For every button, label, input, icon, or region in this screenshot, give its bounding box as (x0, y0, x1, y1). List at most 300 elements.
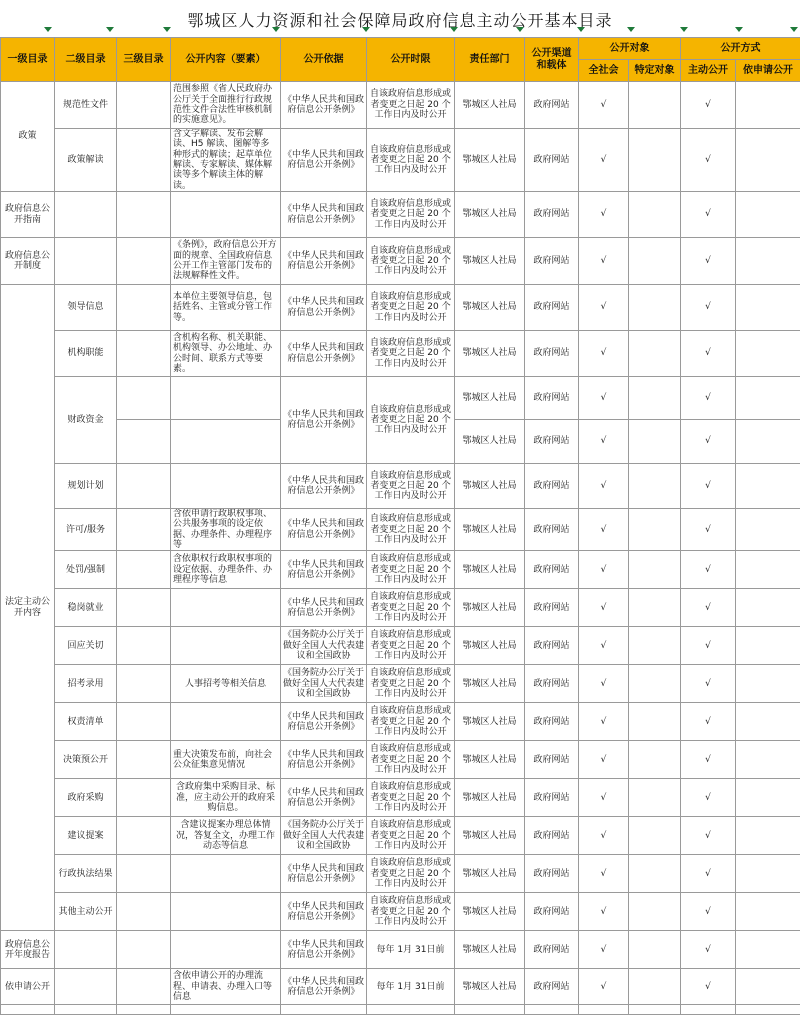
empty-cell[interactable] (629, 817, 681, 855)
check-cell[interactable]: √ (681, 703, 736, 741)
content-cell[interactable]: 人事招考等相关信息 (171, 665, 281, 703)
empty-cell[interactable] (579, 1005, 629, 1015)
empty-cell[interactable] (117, 779, 171, 817)
empty-cell[interactable] (736, 551, 800, 589)
empty-cell[interactable] (736, 779, 800, 817)
channel-cell[interactable]: 政府网站 (525, 238, 579, 285)
check-cell[interactable]: √ (579, 893, 629, 931)
empty-cell[interactable] (736, 931, 800, 969)
basis-cell[interactable]: 《中华人民共和国政府信息公开条例》 (281, 238, 367, 285)
empty-cell[interactable] (281, 1005, 367, 1015)
check-cell[interactable]: √ (579, 741, 629, 779)
table-row[interactable] (1, 1005, 800, 1015)
header-time-limit[interactable]: 公开时限 (367, 38, 455, 82)
time-cell[interactable]: 自该政府信息形成或者变更之日起 20 个工作日内及时公开 (367, 509, 455, 551)
empty-cell[interactable] (117, 331, 171, 377)
empty-cell[interactable] (736, 893, 800, 931)
empty-cell[interactable] (736, 129, 800, 192)
table-row[interactable] (1, 192, 800, 238)
empty-cell[interactable] (736, 509, 800, 551)
dept-cell[interactable]: 鄂城区人社局 (455, 589, 525, 627)
check-cell[interactable]: √ (681, 551, 736, 589)
empty-cell[interactable] (55, 192, 117, 238)
item-cell[interactable]: 稳岗就业 (55, 589, 117, 627)
channel-cell[interactable]: 政府网站 (525, 893, 579, 931)
empty-cell[interactable] (629, 779, 681, 817)
item-cell[interactable]: 机构职能 (55, 331, 117, 377)
group-cell[interactable]: 政府信息公开指南 (1, 192, 55, 238)
group-cell[interactable]: 法定主动公开内容 (1, 285, 55, 931)
empty-cell[interactable] (629, 509, 681, 551)
empty-cell[interactable] (117, 420, 171, 464)
basis-cell[interactable]: 《中华人民共和国政府信息公开条例》 (281, 779, 367, 817)
basis-cell[interactable]: 《中华人民共和国政府信息公开条例》 (281, 855, 367, 893)
check-cell[interactable]: √ (579, 285, 629, 331)
time-cell[interactable]: 自该政府信息形成或者变更之日起 20 个工作日内及时公开 (367, 817, 455, 855)
empty-cell[interactable] (55, 969, 117, 1005)
empty-cell[interactable] (117, 893, 171, 931)
dept-cell[interactable]: 鄂城区人社局 (455, 464, 525, 509)
item-cell[interactable]: 招考录用 (55, 665, 117, 703)
empty-cell[interactable] (736, 377, 800, 420)
empty-cell[interactable] (736, 665, 800, 703)
empty-cell[interactable] (629, 893, 681, 931)
check-cell[interactable]: √ (681, 627, 736, 665)
filter-dropdown-icon[interactable] (516, 27, 524, 32)
group-cell[interactable]: 政府信息公开制度 (1, 238, 55, 285)
empty-cell[interactable] (736, 703, 800, 741)
empty-cell[interactable] (171, 893, 281, 931)
item-cell[interactable]: 许可/服务 (55, 509, 117, 551)
empty-cell[interactable] (455, 1005, 525, 1015)
table-row[interactable] (1, 238, 800, 285)
item-cell[interactable]: 处罚/强制 (55, 551, 117, 589)
check-cell[interactable]: √ (681, 931, 736, 969)
empty-cell[interactable] (117, 741, 171, 779)
dept-cell[interactable]: 鄂城区人社局 (455, 377, 525, 420)
check-cell[interactable]: √ (579, 192, 629, 238)
item-cell[interactable]: 权责清单 (55, 703, 117, 741)
time-cell[interactable]: 自该政府信息形成或者变更之日起 20 个工作日内及时公开 (367, 331, 455, 377)
time-cell[interactable]: 自该政府信息形成或者变更之日起 20 个工作日内及时公开 (367, 238, 455, 285)
item-cell[interactable]: 规划计划 (55, 464, 117, 509)
check-cell[interactable]: √ (681, 285, 736, 331)
empty-cell[interactable] (171, 703, 281, 741)
filter-dropdown-icon[interactable] (680, 27, 688, 32)
group-cell[interactable]: 政策 (1, 82, 55, 192)
dept-cell[interactable]: 鄂城区人社局 (455, 969, 525, 1005)
header-method-active[interactable]: 主动公开 (681, 60, 736, 82)
empty-cell[interactable] (117, 627, 171, 665)
empty-cell[interactable] (629, 238, 681, 285)
basis-cell[interactable]: 《中华人民共和国政府信息公开条例》 (281, 129, 367, 192)
empty-cell[interactable] (629, 82, 681, 129)
channel-cell[interactable]: 政府网站 (525, 703, 579, 741)
filter-dropdown-icon[interactable] (163, 27, 171, 32)
empty-cell[interactable] (629, 420, 681, 464)
check-cell[interactable]: √ (579, 82, 629, 129)
basis-cell[interactable]: 《国务院办公厅关于做好全国人大代表建议和全国政协 (281, 665, 367, 703)
item-cell[interactable]: 领导信息 (55, 285, 117, 331)
filter-dropdown-icon[interactable] (44, 27, 52, 32)
channel-cell[interactable]: 政府网站 (525, 82, 579, 129)
empty-cell[interactable] (171, 464, 281, 509)
dept-cell[interactable]: 鄂城区人社局 (455, 129, 525, 192)
table-row[interactable] (1, 741, 800, 779)
check-cell[interactable]: √ (579, 931, 629, 969)
check-cell[interactable]: √ (681, 464, 736, 509)
check-cell[interactable]: √ (579, 703, 629, 741)
time-cell[interactable]: 自该政府信息形成或者变更之日起 20 个工作日内及时公开 (367, 779, 455, 817)
time-cell[interactable]: 自该政府信息形成或者变更之日起 20 个工作日内及时公开 (367, 377, 455, 464)
check-cell[interactable]: √ (681, 893, 736, 931)
check-cell[interactable]: √ (681, 238, 736, 285)
empty-cell[interactable] (117, 192, 171, 238)
channel-cell[interactable]: 政府网站 (525, 931, 579, 969)
check-cell[interactable]: √ (681, 665, 736, 703)
table-row[interactable] (1, 817, 800, 855)
empty-cell[interactable] (629, 285, 681, 331)
empty-cell[interactable] (117, 464, 171, 509)
table-row[interactable] (1, 377, 800, 420)
empty-cell[interactable] (629, 377, 681, 420)
time-cell[interactable]: 自该政府信息形成或者变更之日起 20 个工作日内及时公开 (367, 741, 455, 779)
time-cell[interactable]: 每年 1月 31日前 (367, 931, 455, 969)
check-cell[interactable]: √ (681, 192, 736, 238)
content-cell[interactable]: 含政府集中采购目录、标准，应主动公开的政府采购信息。 (171, 779, 281, 817)
time-cell[interactable]: 自该政府信息形成或者变更之日起 20 个工作日内及时公开 (367, 285, 455, 331)
empty-cell[interactable] (117, 855, 171, 893)
empty-cell[interactable] (629, 464, 681, 509)
empty-cell[interactable] (736, 331, 800, 377)
empty-cell[interactable] (171, 855, 281, 893)
filter-dropdown-icon[interactable] (450, 27, 458, 32)
filter-dropdown-icon[interactable] (735, 27, 743, 32)
header-level3[interactable]: 三级目录 (117, 38, 171, 82)
basis-cell[interactable]: 《中华人民共和国政府信息公开条例》 (281, 509, 367, 551)
content-cell[interactable]: 含依申请公开的办理流程、申请表、办理入口等信息 (171, 969, 281, 1005)
empty-cell[interactable] (55, 238, 117, 285)
channel-cell[interactable]: 政府网站 (525, 627, 579, 665)
check-cell[interactable]: √ (681, 969, 736, 1005)
check-cell[interactable]: √ (681, 741, 736, 779)
channel-cell[interactable]: 政府网站 (525, 665, 579, 703)
check-cell[interactable]: √ (579, 627, 629, 665)
time-cell[interactable]: 自该政府信息形成或者变更之日起 20 个工作日内及时公开 (367, 551, 455, 589)
time-cell[interactable]: 自该政府信息形成或者变更之日起 20 个工作日内及时公开 (367, 82, 455, 129)
time-cell[interactable]: 自该政府信息形成或者变更之日起 20 个工作日内及时公开 (367, 627, 455, 665)
empty-cell[interactable] (736, 82, 800, 129)
basis-cell[interactable]: 《中华人民共和国政府信息公开条例》 (281, 464, 367, 509)
check-cell[interactable]: √ (681, 779, 736, 817)
check-cell[interactable]: √ (579, 779, 629, 817)
empty-cell[interactable] (629, 855, 681, 893)
empty-cell[interactable] (117, 285, 171, 331)
channel-cell[interactable]: 政府网站 (525, 969, 579, 1005)
content-cell[interactable]: 《条例》，政府信息公开方面的规章、全国政府信息公开工作主管部门发布的法规解释性文件。 (171, 238, 281, 285)
channel-cell[interactable]: 政府网站 (525, 551, 579, 589)
channel-cell[interactable]: 政府网站 (525, 377, 579, 420)
check-cell[interactable]: √ (579, 817, 629, 855)
empty-cell[interactable] (681, 1005, 736, 1015)
empty-cell[interactable] (629, 129, 681, 192)
item-cell[interactable]: 政府采购 (55, 779, 117, 817)
table-row[interactable] (1, 589, 800, 627)
item-cell[interactable]: 建议提案 (55, 817, 117, 855)
content-cell[interactable]: 含文字解读、发布会解读、H5 解读、图解等多种形式的解读；起草单位解读、专家解读、媒体解读等多个解读主体的解读。 (171, 129, 281, 192)
channel-cell[interactable]: 政府网站 (525, 589, 579, 627)
basis-cell[interactable]: 《中华人民共和国政府信息公开条例》 (281, 589, 367, 627)
empty-cell[interactable] (629, 969, 681, 1005)
item-cell[interactable]: 政策解读 (55, 129, 117, 192)
dept-cell[interactable]: 鄂城区人社局 (455, 285, 525, 331)
table-row[interactable] (1, 931, 800, 969)
empty-cell[interactable] (55, 1005, 117, 1015)
channel-cell[interactable]: 政府网站 (525, 817, 579, 855)
table-row[interactable] (1, 551, 800, 589)
channel-cell[interactable]: 政府网站 (525, 779, 579, 817)
time-cell[interactable]: 自该政府信息形成或者变更之日起 20 个工作日内及时公开 (367, 589, 455, 627)
table-row[interactable] (1, 285, 800, 331)
header-level2[interactable]: 二级目录 (55, 38, 117, 82)
table-row[interactable] (1, 464, 800, 509)
header-target-specific[interactable]: 特定对象 (629, 60, 681, 82)
empty-cell[interactable] (736, 238, 800, 285)
channel-cell[interactable]: 政府网站 (525, 464, 579, 509)
empty-cell[interactable] (736, 817, 800, 855)
dept-cell[interactable]: 鄂城区人社局 (455, 779, 525, 817)
time-cell[interactable]: 自该政府信息形成或者变更之日起 20 个工作日内及时公开 (367, 192, 455, 238)
header-method-request[interactable]: 依申请公开 (736, 60, 800, 82)
time-cell[interactable]: 自该政府信息形成或者变更之日起 20 个工作日内及时公开 (367, 464, 455, 509)
check-cell[interactable]: √ (681, 82, 736, 129)
channel-cell[interactable]: 政府网站 (525, 331, 579, 377)
item-cell[interactable]: 其他主动公开 (55, 893, 117, 931)
empty-cell[interactable] (736, 464, 800, 509)
empty-cell[interactable] (171, 192, 281, 238)
empty-cell[interactable] (629, 665, 681, 703)
check-cell[interactable]: √ (579, 551, 629, 589)
check-cell[interactable]: √ (579, 589, 629, 627)
empty-cell[interactable] (117, 377, 171, 420)
empty-cell[interactable] (629, 741, 681, 779)
empty-cell[interactable] (171, 377, 281, 420)
content-cell[interactable]: 含依职权行政职权事项的设定依据、办理条件、办理程序等信息 (171, 551, 281, 589)
basis-cell[interactable]: 《中华人民共和国政府信息公开条例》 (281, 969, 367, 1005)
table-row[interactable] (1, 129, 800, 192)
time-cell[interactable]: 每年 1月 31日前 (367, 969, 455, 1005)
check-cell[interactable]: √ (681, 420, 736, 464)
empty-cell[interactable] (117, 1005, 171, 1015)
check-cell[interactable]: √ (579, 855, 629, 893)
empty-cell[interactable] (171, 420, 281, 464)
header-content[interactable]: 公开内容（要素） (171, 38, 281, 82)
channel-cell[interactable]: 政府网站 (525, 420, 579, 464)
channel-cell[interactable]: 政府网站 (525, 741, 579, 779)
empty-cell[interactable] (736, 741, 800, 779)
dept-cell[interactable]: 鄂城区人社局 (455, 855, 525, 893)
check-cell[interactable]: √ (681, 377, 736, 420)
dept-cell[interactable]: 鄂城区人社局 (455, 665, 525, 703)
empty-cell[interactable] (736, 855, 800, 893)
time-cell[interactable]: 自该政府信息形成或者变更之日起 20 个工作日内及时公开 (367, 129, 455, 192)
check-cell[interactable]: √ (579, 238, 629, 285)
content-cell[interactable]: 含建议提案办理总体情况，答复全文，办理工作动态等信息 (171, 817, 281, 855)
dept-cell[interactable]: 鄂城区人社局 (455, 931, 525, 969)
basis-cell[interactable]: 《国务院办公厅关于做好全国人大代表建议和全国政协 (281, 817, 367, 855)
check-cell[interactable]: √ (579, 969, 629, 1005)
item-cell[interactable]: 财政资金 (55, 377, 117, 464)
empty-cell[interactable] (736, 589, 800, 627)
basis-cell[interactable]: 《中华人民共和国政府信息公开条例》 (281, 285, 367, 331)
filter-dropdown-icon[interactable] (272, 27, 280, 32)
table-row[interactable] (1, 703, 800, 741)
table-row[interactable] (1, 665, 800, 703)
dept-cell[interactable]: 鄂城区人社局 (455, 627, 525, 665)
dept-cell[interactable]: 鄂城区人社局 (455, 331, 525, 377)
basis-cell[interactable]: 《中华人民共和国政府信息公开条例》 (281, 331, 367, 377)
empty-cell[interactable] (117, 931, 171, 969)
empty-cell[interactable] (736, 192, 800, 238)
check-cell[interactable]: √ (579, 331, 629, 377)
time-cell[interactable]: 自该政府信息形成或者变更之日起 20 个工作日内及时公开 (367, 665, 455, 703)
check-cell[interactable]: √ (681, 129, 736, 192)
content-cell[interactable]: 本单位主要领导信息，包括姓名、主管或分管工作等。 (171, 285, 281, 331)
empty-cell[interactable] (117, 817, 171, 855)
filter-dropdown-icon[interactable] (577, 27, 585, 32)
content-cell[interactable]: 重大决策发布前，向社会公众征集意见情况 (171, 741, 281, 779)
basis-cell[interactable]: 《中华人民共和国政府信息公开条例》 (281, 82, 367, 129)
basis-cell[interactable]: 《中华人民共和国政府信息公开条例》 (281, 551, 367, 589)
empty-cell[interactable] (117, 551, 171, 589)
table-row[interactable] (1, 969, 800, 1005)
empty-cell[interactable] (736, 969, 800, 1005)
check-cell[interactable]: √ (681, 817, 736, 855)
basis-cell[interactable]: 《中华人民共和国政府信息公开条例》 (281, 741, 367, 779)
empty-cell[interactable] (117, 238, 171, 285)
table-row[interactable] (1, 627, 800, 665)
header-channel[interactable]: 公开渠道和载体 (525, 38, 579, 82)
table-row[interactable] (1, 779, 800, 817)
item-cell[interactable]: 规范性文件 (55, 82, 117, 129)
empty-cell[interactable] (736, 285, 800, 331)
group-cell[interactable]: 政府信息公开年度报告 (1, 931, 55, 969)
empty-cell[interactable] (117, 703, 171, 741)
table-row[interactable] (1, 893, 800, 931)
content-cell[interactable]: 含机构名称、机关职能、机构领导、办公地址、办公时间、联系方式等要素。 (171, 331, 281, 377)
empty-cell[interactable] (171, 589, 281, 627)
empty-cell[interactable] (629, 589, 681, 627)
empty-cell[interactable] (117, 665, 171, 703)
filter-dropdown-icon[interactable] (106, 27, 114, 32)
empty-cell[interactable] (629, 703, 681, 741)
dept-cell[interactable]: 鄂城区人社局 (455, 817, 525, 855)
empty-cell[interactable] (1, 1005, 55, 1015)
table-row[interactable] (1, 82, 800, 129)
dept-cell[interactable]: 鄂城区人社局 (455, 420, 525, 464)
empty-cell[interactable] (117, 509, 171, 551)
empty-cell[interactable] (629, 627, 681, 665)
dept-cell[interactable]: 鄂城区人社局 (455, 893, 525, 931)
channel-cell[interactable]: 政府网站 (525, 855, 579, 893)
table-row[interactable] (1, 509, 800, 551)
channel-cell[interactable]: 政府网站 (525, 192, 579, 238)
dept-cell[interactable]: 鄂城区人社局 (455, 703, 525, 741)
basis-cell[interactable]: 《中华人民共和国政府信息公开条例》 (281, 192, 367, 238)
check-cell[interactable]: √ (681, 331, 736, 377)
empty-cell[interactable] (629, 551, 681, 589)
empty-cell[interactable] (736, 1005, 800, 1015)
filter-dropdown-icon[interactable] (362, 27, 370, 32)
empty-cell[interactable] (736, 420, 800, 464)
header-level1[interactable]: 一级目录 (1, 38, 55, 82)
empty-cell[interactable] (171, 1005, 281, 1015)
dept-cell[interactable]: 鄂城区人社局 (455, 741, 525, 779)
channel-cell[interactable]: 政府网站 (525, 509, 579, 551)
empty-cell[interactable] (171, 931, 281, 969)
check-cell[interactable]: √ (681, 589, 736, 627)
empty-cell[interactable] (55, 931, 117, 969)
channel-cell[interactable]: 政府网站 (525, 129, 579, 192)
empty-cell[interactable] (629, 1005, 681, 1015)
time-cell[interactable]: 自该政府信息形成或者变更之日起 20 个工作日内及时公开 (367, 703, 455, 741)
basis-cell[interactable]: 《国务院办公厅关于做好全国人大代表建议和全国政协 (281, 627, 367, 665)
basis-cell[interactable]: 《中华人民共和国政府信息公开条例》 (281, 893, 367, 931)
header-target[interactable]: 公开对象 (579, 38, 681, 60)
check-cell[interactable]: √ (579, 509, 629, 551)
channel-cell[interactable]: 政府网站 (525, 285, 579, 331)
empty-cell[interactable] (117, 969, 171, 1005)
check-cell[interactable]: √ (579, 377, 629, 420)
header-target-all[interactable]: 全社会 (579, 60, 629, 82)
item-cell[interactable]: 回应关切 (55, 627, 117, 665)
empty-cell[interactable] (629, 331, 681, 377)
empty-cell[interactable] (117, 82, 171, 129)
item-cell[interactable]: 决策预公开 (55, 741, 117, 779)
header-dept[interactable]: 责任部门 (455, 38, 525, 82)
empty-cell[interactable] (171, 627, 281, 665)
group-cell[interactable]: 依申请公开 (1, 969, 55, 1005)
basis-cell[interactable]: 《中华人民共和国政府信息公开条例》 (281, 377, 367, 464)
empty-cell[interactable] (367, 1005, 455, 1015)
content-cell[interactable]: 范围参照《省人民政府办公厅关于全面推行行政规范性文件合法性审核机制的实施意见》。 (171, 82, 281, 129)
basis-cell[interactable]: 《中华人民共和国政府信息公开条例》 (281, 703, 367, 741)
empty-cell[interactable] (629, 192, 681, 238)
dept-cell[interactable]: 鄂城区人社局 (455, 509, 525, 551)
check-cell[interactable]: √ (579, 665, 629, 703)
table-row[interactable] (1, 855, 800, 893)
filter-dropdown-icon[interactable] (627, 27, 635, 32)
check-cell[interactable]: √ (579, 464, 629, 509)
check-cell[interactable]: √ (681, 509, 736, 551)
dept-cell[interactable]: 鄂城区人社局 (455, 192, 525, 238)
filter-dropdown-icon[interactable] (790, 27, 798, 32)
table-row[interactable] (1, 331, 800, 377)
empty-cell[interactable] (117, 589, 171, 627)
dept-cell[interactable]: 鄂城区人社局 (455, 551, 525, 589)
empty-cell[interactable] (736, 627, 800, 665)
time-cell[interactable]: 自该政府信息形成或者变更之日起 20 个工作日内及时公开 (367, 893, 455, 931)
empty-cell[interactable] (117, 129, 171, 192)
basis-cell[interactable]: 《中华人民共和国政府信息公开条例》 (281, 931, 367, 969)
empty-cell[interactable] (525, 1005, 579, 1015)
header-method[interactable]: 公开方式 (681, 38, 800, 60)
item-cell[interactable]: 行政执法结果 (55, 855, 117, 893)
check-cell[interactable]: √ (579, 129, 629, 192)
dept-cell[interactable]: 鄂城区人社局 (455, 82, 525, 129)
check-cell[interactable]: √ (579, 420, 629, 464)
content-cell[interactable]: 含依申请行政职权事项、公共服务事项的设定依据、办理条件、办理程序等 (171, 509, 281, 551)
